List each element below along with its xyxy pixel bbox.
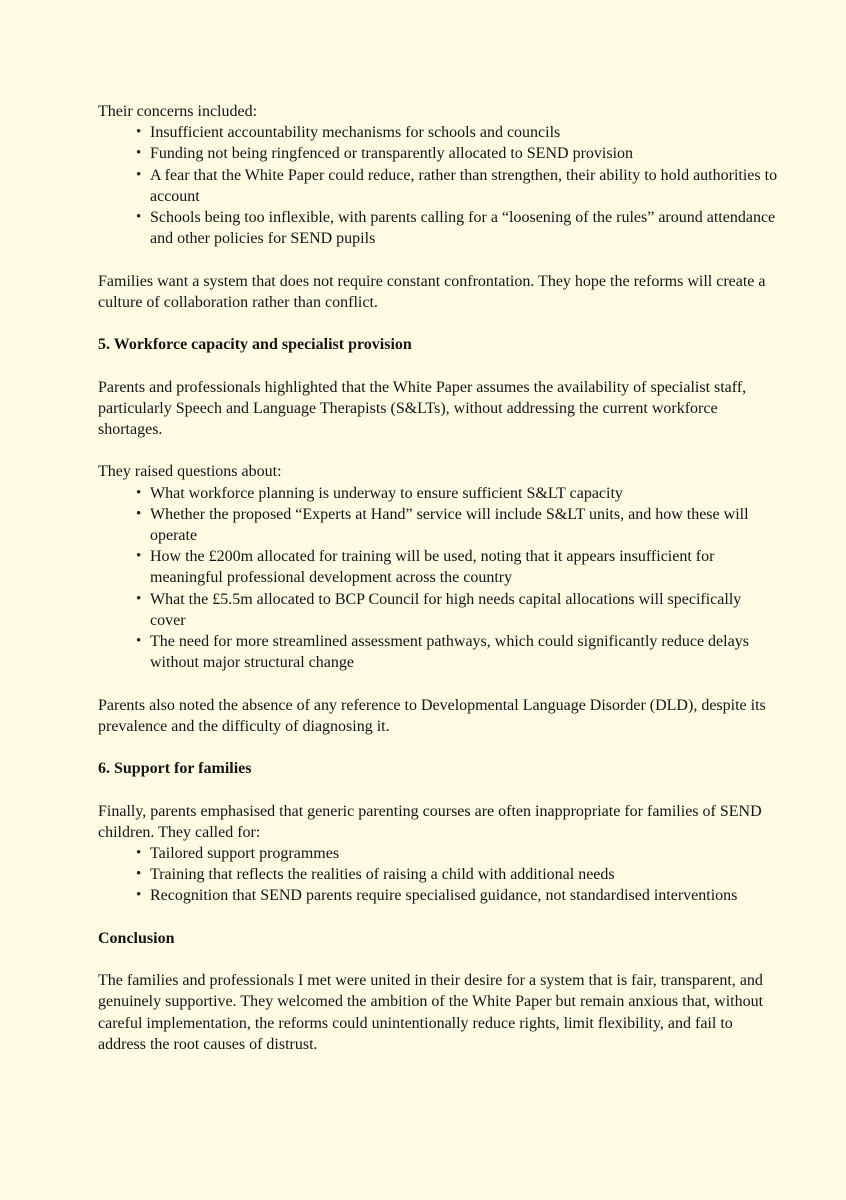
bullet-icon: • xyxy=(136,548,142,565)
section-6-heading: 6. Support for families xyxy=(98,760,252,778)
list-item-text: Recognition that SEND parents require specialised guidance, not standardised interventions xyxy=(150,887,738,905)
bullet-icon: • xyxy=(136,887,142,904)
bullet-icon: • xyxy=(136,145,142,162)
conclusion-heading: Conclusion xyxy=(98,929,175,947)
list-item-text: Funding not being ringfenced or transparently allocated to SEND provision xyxy=(150,145,634,163)
list-item xyxy=(98,122,778,143)
section-6-intro: Finally, parents emphasised that generic parenting courses are often inappropriate for families of SEND children. They called for: xyxy=(98,802,762,841)
bullet-icon: • xyxy=(136,633,142,650)
list-item-text: The need for more streamlined assessment pathways, which could significantly reduce delays without major structural change xyxy=(150,633,749,672)
bullet-icon: • xyxy=(136,484,142,501)
list-item-text: Training that reflects the realities of raising a child with additional needs xyxy=(150,866,615,884)
concerns-intro: Their concerns included: xyxy=(98,103,258,120)
section-5-paragraph: Parents and professionals highlighted that the White Paper assumes the availability of specialist staff, particularly Speech and Language Therapists (S&LTs), without addressing the current workforce shortages. xyxy=(98,378,747,438)
list-item-text: Tailored support programmes xyxy=(150,845,340,862)
document-body xyxy=(98,101,778,1055)
list-item xyxy=(98,504,778,546)
list-item-text: Whether the proposed “Experts at Hand” service will include S&LT units, and how these will operate xyxy=(150,505,749,544)
list-item xyxy=(98,589,778,631)
concerns-list xyxy=(98,122,778,249)
list-item xyxy=(98,165,778,207)
bullet-icon: • xyxy=(136,866,142,883)
list-item-text: What workforce planning is underway to ensure sufficient S&LT capacity xyxy=(150,484,623,502)
list-item-text: How the £200m allocated for training will be used, noting that it appears insufficient for meaningful professional development across the country xyxy=(150,548,715,587)
support-list xyxy=(98,843,778,907)
families-paragraph: Families want a system that does not require constant confrontation. They hope the reforms will create a culture of collaboration rather than conflict. xyxy=(98,272,766,311)
list-item xyxy=(98,885,778,906)
bullet-icon: • xyxy=(136,590,142,607)
list-item xyxy=(98,546,778,588)
list-item-text: A fear that the White Paper could reduce, rather than strengthen, their ability to hold authorities to account xyxy=(150,166,778,205)
list-item-text: What the £5.5m allocated to BCP Council for high needs capital allocations will specifically cover xyxy=(150,590,742,629)
questions-intro: They raised questions about: xyxy=(98,463,282,481)
list-item xyxy=(98,843,778,864)
list-item xyxy=(98,143,778,164)
list-item xyxy=(98,207,778,249)
conclusion-paragraph: The families and professionals I met were united in their desire for a system that is fair, transparent, and genuinely supportive. They welcomed the ambition of the White Paper but remain anxious that, without careful implementation, the reforms could unintentionally reduce rights, limit flexibility, and fail to address the root causes of distrust. xyxy=(98,972,764,1053)
bullet-icon: • xyxy=(136,209,142,226)
questions-list xyxy=(98,483,778,674)
bullet-icon: • xyxy=(136,505,142,522)
bullet-icon: • xyxy=(136,845,142,861)
list-item xyxy=(98,483,778,504)
bullet-icon: • xyxy=(136,124,142,141)
dld-paragraph: Parents also noted the absence of any reference to Developmental Language Disorder (DLD), despite its prevalence and the difficulty of diagnosing it. xyxy=(98,696,766,735)
bullet-icon: • xyxy=(136,166,142,183)
list-item-text: Insufficient accountability mechanisms for schools and councils xyxy=(150,124,561,142)
section-5-heading: 5. Workforce capacity and specialist provision xyxy=(98,336,412,354)
list-item xyxy=(98,864,778,885)
list-item xyxy=(98,631,778,673)
list-item-text: Schools being too inflexible, with parents calling for a “loosening of the rules” around attendance and other policies for SEND pupils xyxy=(150,209,776,248)
